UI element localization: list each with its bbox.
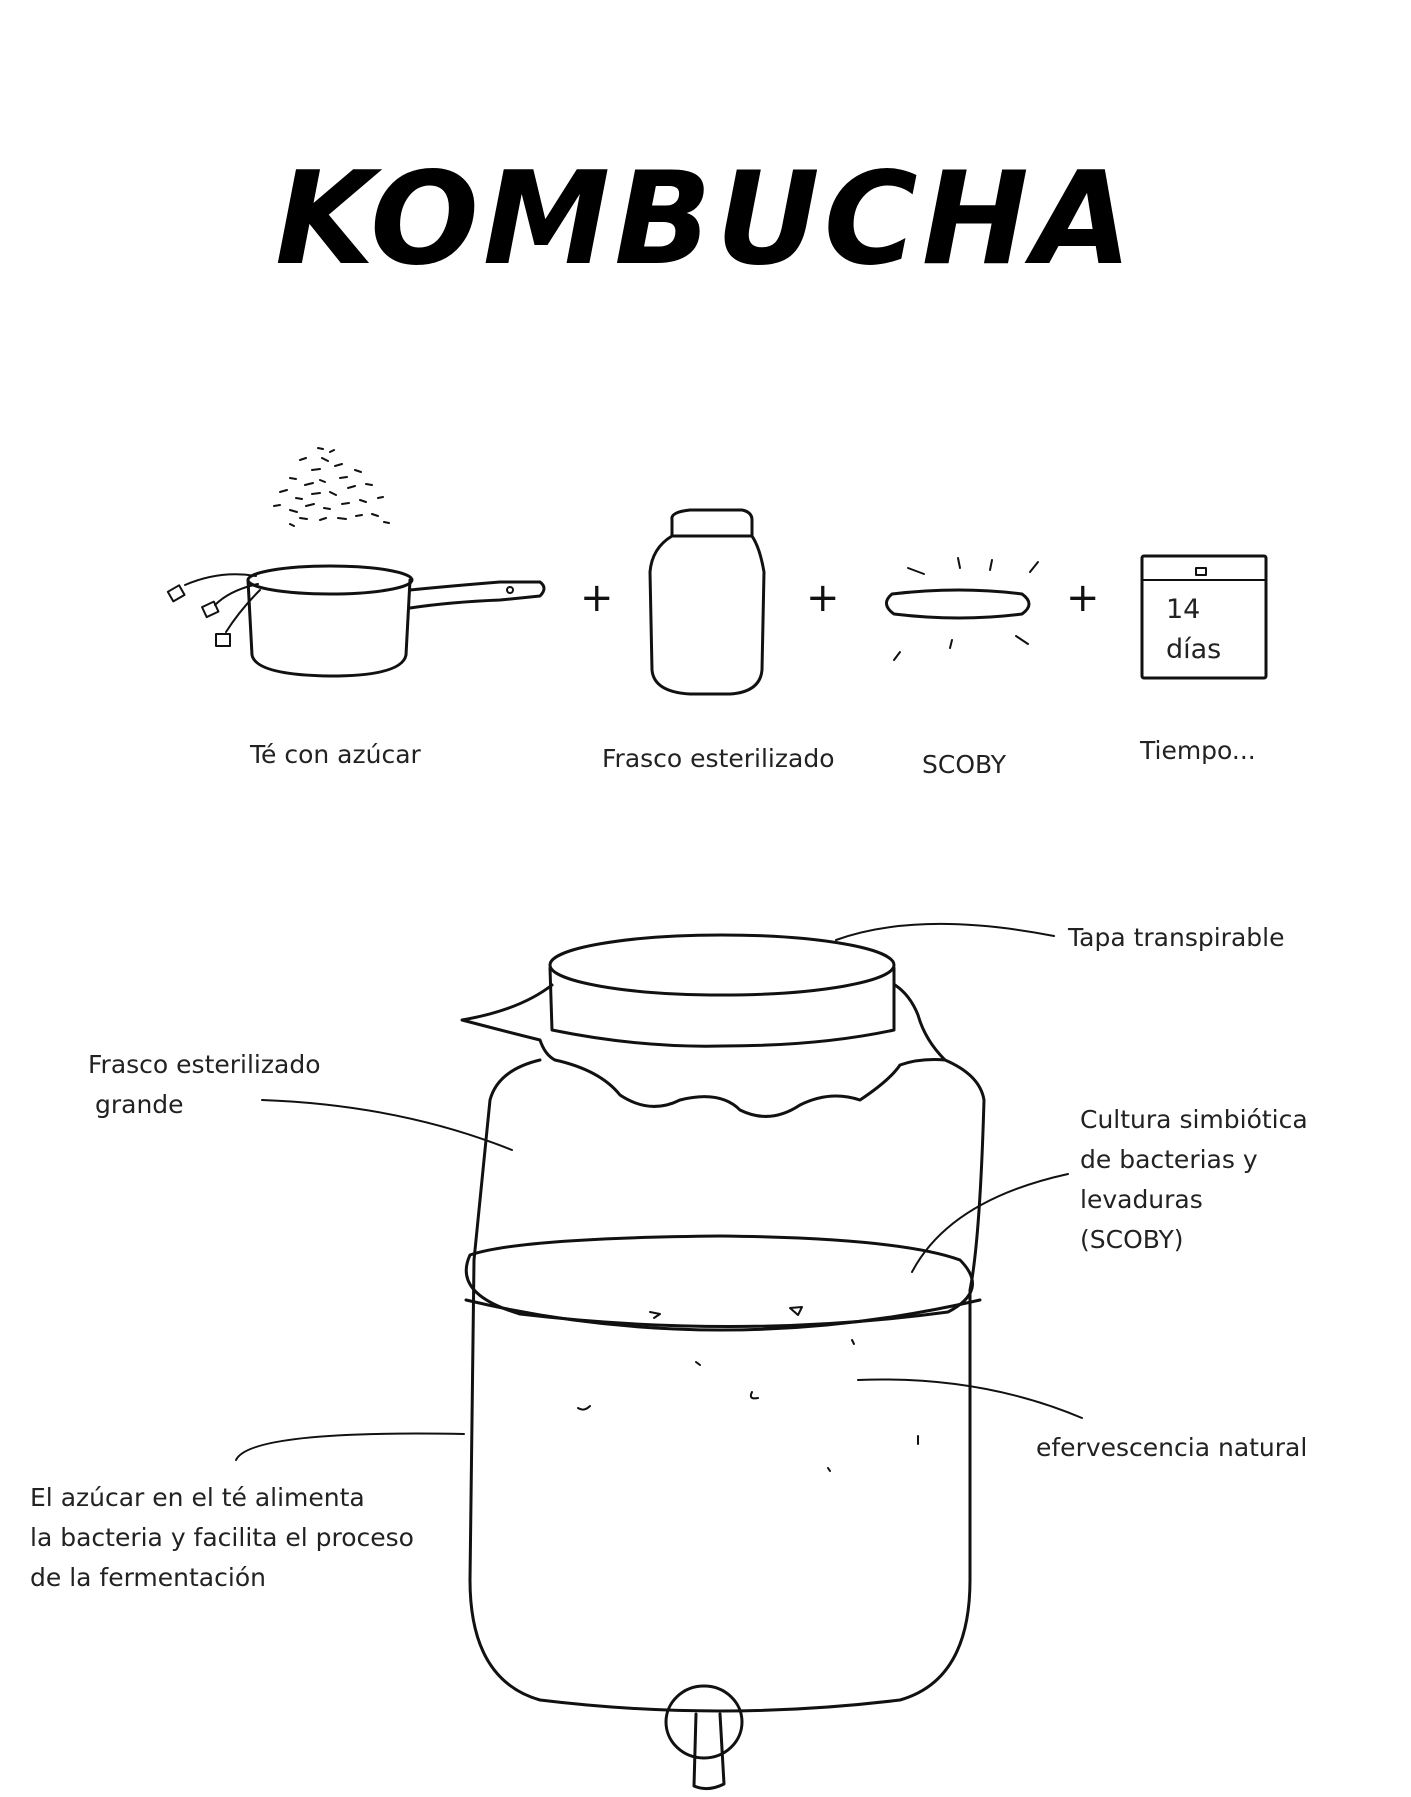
- callout-jar-line1: Frasco esterilizado: [88, 1050, 321, 1079]
- plus-sign-1: +: [580, 575, 614, 621]
- callout-scoby-line1: Cultura simbiótica: [1080, 1105, 1308, 1134]
- jar-icon: [650, 510, 764, 694]
- callout-lid: Tapa transpirable: [1068, 923, 1285, 952]
- saucepan-icon: [168, 448, 544, 676]
- callout-scoby-line2: de bacterias y: [1080, 1145, 1258, 1174]
- lid-callout-line: [836, 924, 1054, 940]
- scoby-disc: [466, 1236, 972, 1327]
- callout-sugar-line1: El azúcar en el té alimenta: [30, 1483, 365, 1512]
- callout-sugar-line2: la bacteria y facilita el proceso: [30, 1523, 414, 1552]
- callout-scoby-line3: levaduras: [1080, 1185, 1203, 1214]
- jar-body: [470, 1060, 984, 1711]
- ingredient-label-jar: Frasco esterilizado: [602, 744, 835, 773]
- callout-fizz: efervescencia natural: [1036, 1433, 1308, 1462]
- callout-sugar-line3: de la fermentación: [30, 1563, 266, 1592]
- bubbles: [578, 1307, 918, 1471]
- calendar-unit: días: [1166, 634, 1222, 665]
- ingredient-label-time: Tiempo...: [1140, 736, 1256, 765]
- ingredient-label-tea: Té con azúcar: [250, 740, 421, 769]
- breathable-lid-top: [550, 935, 894, 995]
- tap-icon: [666, 1686, 742, 1758]
- ingredient-label-scoby: SCOBY: [922, 750, 1007, 779]
- callout-lines: [236, 924, 1082, 1460]
- plus-sign-3: +: [1066, 575, 1100, 621]
- sugar-callout-line: [236, 1434, 464, 1460]
- plus-sign-2: +: [806, 575, 840, 621]
- calendar-number: 14: [1166, 594, 1201, 625]
- page-title: KOMBUCHA: [275, 145, 1136, 294]
- scoby-icon: [886, 558, 1038, 660]
- callout-scoby-line4: (SCOBY): [1080, 1225, 1184, 1254]
- callout-jar-line2: grande: [95, 1090, 184, 1119]
- scoby-callout-line: [912, 1174, 1068, 1272]
- dispenser-jar: [462, 935, 984, 1789]
- jar-callout-line: [262, 1100, 512, 1150]
- cloth-cover: [462, 985, 945, 1116]
